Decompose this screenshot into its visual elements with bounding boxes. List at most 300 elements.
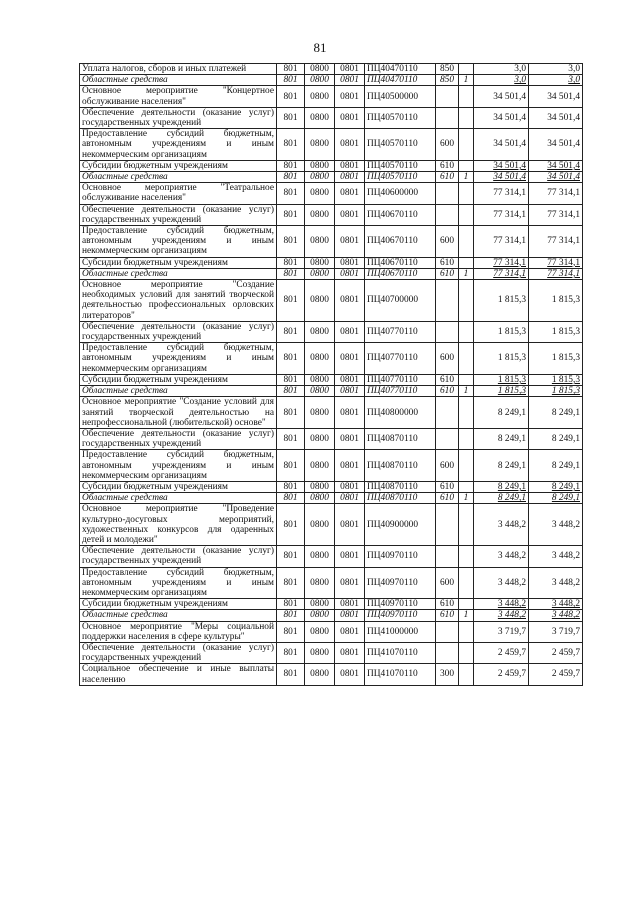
table-row (80, 86, 583, 107)
row-value-2: 1 815,3 (529, 280, 583, 322)
row-pr: 0801 (335, 481, 365, 492)
row-name: Обеспечение деятельности (оказание услуг) государственных учреждений (80, 107, 277, 128)
row-name: Основное мероприятие "Меры социальной поддержки населения в сфере культуры" (80, 621, 277, 642)
row-value-1: 2 459,7 (474, 664, 529, 685)
row-name: Основное мероприятие "Создание необходимых условий для занятий творческой деятельностью профессиональных орловских литераторов" (80, 280, 277, 322)
row-csr: ПЦ40570110 (365, 107, 436, 128)
table-row (80, 226, 583, 258)
row-value-1: 8 249,1 (474, 481, 529, 492)
row-pr: 0801 (335, 610, 365, 621)
row-rz: 0800 (305, 343, 335, 375)
row-src (459, 374, 474, 385)
row-name: Субсидии бюджетным учреждениям (80, 599, 277, 610)
row-rz: 0800 (305, 226, 335, 258)
row-csr: ПЦ40470110 (365, 64, 436, 75)
table-row (80, 257, 583, 268)
row-pr: 0801 (335, 321, 365, 342)
row-name: Предоставление субсидий бюджетным, автономным учреждениям и иным некоммерческим организациям (80, 343, 277, 375)
row-grbs: 801 (277, 374, 305, 385)
row-name: Обеспечение деятельности (оказание услуг) государственных учреждений (80, 321, 277, 342)
row-value-1: 8 249,1 (474, 493, 529, 504)
row-rz: 0800 (305, 183, 335, 204)
row-value-1: 1 815,3 (474, 386, 529, 397)
row-rz: 0800 (305, 107, 335, 128)
row-csr: ПЦ40770110 (365, 386, 436, 397)
row-vr (436, 621, 459, 642)
row-csr: ПЦ40970110 (365, 610, 436, 621)
table-row (80, 493, 583, 504)
row-csr: ПЦ40500000 (365, 86, 436, 107)
row-vr: 850 (436, 64, 459, 75)
row-pr: 0801 (335, 428, 365, 449)
row-name: Социальное обеспечение и иные выплаты населению (80, 664, 277, 685)
row-rz: 0800 (305, 374, 335, 385)
table-row (80, 397, 583, 429)
row-grbs: 801 (277, 504, 305, 546)
row-csr: ПЦ40670110 (365, 268, 436, 279)
row-value-2: 34 501,4 (529, 172, 583, 183)
row-value-2: 3 448,2 (529, 567, 583, 599)
row-rz: 0800 (305, 567, 335, 599)
row-grbs: 801 (277, 386, 305, 397)
row-rz: 0800 (305, 64, 335, 75)
row-src: 1 (459, 268, 474, 279)
row-pr: 0801 (335, 493, 365, 504)
row-value-1: 8 249,1 (474, 428, 529, 449)
row-value-1: 34 501,4 (474, 160, 529, 171)
row-grbs: 801 (277, 599, 305, 610)
row-csr: ПЦ40870110 (365, 481, 436, 492)
table-row (80, 268, 583, 279)
table-row (80, 621, 583, 642)
table-row (80, 129, 583, 161)
row-rz: 0800 (305, 321, 335, 342)
row-value-1: 77 314,1 (474, 257, 529, 268)
row-value-2: 3,0 (529, 64, 583, 75)
row-grbs: 801 (277, 450, 305, 482)
row-csr: ПЦ40870110 (365, 428, 436, 449)
row-vr (436, 321, 459, 342)
row-value-1: 1 815,3 (474, 321, 529, 342)
table-row (80, 374, 583, 385)
row-src (459, 204, 474, 225)
row-rz: 0800 (305, 504, 335, 546)
row-csr: ПЦ40570110 (365, 160, 436, 171)
row-src (459, 226, 474, 258)
row-csr: ПЦ40670110 (365, 226, 436, 258)
row-rz: 0800 (305, 160, 335, 171)
row-vr (436, 504, 459, 546)
row-value-2: 77 314,1 (529, 257, 583, 268)
row-vr: 610 (436, 599, 459, 610)
row-csr: ПЦ40970110 (365, 546, 436, 567)
row-vr: 610 (436, 257, 459, 268)
row-name: Областные средства (80, 493, 277, 504)
row-grbs: 801 (277, 64, 305, 75)
row-src (459, 546, 474, 567)
row-value-2: 3 448,2 (529, 546, 583, 567)
table-row (80, 481, 583, 492)
table-row (80, 343, 583, 375)
row-csr: ПЦ40670110 (365, 257, 436, 268)
row-name: Основное мероприятие "Проведение культурно-досуговых мероприятий, художественных конкурсов для одаренных детей и молодежи" (80, 504, 277, 546)
row-csr: ПЦ40770110 (365, 343, 436, 375)
row-rz: 0800 (305, 86, 335, 107)
row-grbs: 801 (277, 172, 305, 183)
row-src (459, 450, 474, 482)
row-name: Областные средства (80, 172, 277, 183)
row-value-1: 3 448,2 (474, 546, 529, 567)
row-csr: ПЦ41000000 (365, 621, 436, 642)
row-name: Обеспечение деятельности (оказание услуг) государственных учреждений (80, 546, 277, 567)
row-csr: ПЦ40900000 (365, 504, 436, 546)
row-pr: 0801 (335, 64, 365, 75)
row-name: Предоставление субсидий бюджетным, автономным учреждениям и иным некоммерческим организациям (80, 226, 277, 258)
row-name: Обеспечение деятельности (оказание услуг) государственных учреждений (80, 642, 277, 663)
table-row (80, 321, 583, 342)
row-grbs: 801 (277, 107, 305, 128)
row-vr: 610 (436, 493, 459, 504)
row-name: Областные средства (80, 268, 277, 279)
row-value-2: 1 815,3 (529, 343, 583, 375)
row-rz: 0800 (305, 172, 335, 183)
row-src (459, 621, 474, 642)
row-src (459, 504, 474, 546)
row-vr: 610 (436, 481, 459, 492)
row-rz: 0800 (305, 268, 335, 279)
table-row (80, 183, 583, 204)
row-vr: 600 (436, 129, 459, 161)
row-rz: 0800 (305, 204, 335, 225)
row-grbs: 801 (277, 86, 305, 107)
row-grbs: 801 (277, 397, 305, 429)
row-csr: ПЦ40770110 (365, 321, 436, 342)
row-value-1: 77 314,1 (474, 268, 529, 279)
row-name: Субсидии бюджетным учреждениям (80, 481, 277, 492)
row-vr (436, 642, 459, 663)
table-row (80, 386, 583, 397)
row-name: Субсидии бюджетным учреждениям (80, 160, 277, 171)
row-rz: 0800 (305, 599, 335, 610)
row-csr: ПЦ40970110 (365, 567, 436, 599)
row-src (459, 428, 474, 449)
table-body (80, 64, 583, 686)
row-pr: 0801 (335, 86, 365, 107)
row-rz: 0800 (305, 386, 335, 397)
row-vr: 850 (436, 75, 459, 86)
row-vr: 610 (436, 374, 459, 385)
row-value-2: 34 501,4 (529, 160, 583, 171)
row-grbs: 801 (277, 481, 305, 492)
row-grbs: 801 (277, 280, 305, 322)
row-name: Предоставление субсидий бюджетным, автономным учреждениям и иным некоммерческим организациям (80, 450, 277, 482)
table-row (80, 504, 583, 546)
row-rz: 0800 (305, 397, 335, 429)
row-vr: 300 (436, 664, 459, 685)
row-src (459, 567, 474, 599)
row-src: 1 (459, 75, 474, 86)
row-value-2: 8 249,1 (529, 481, 583, 492)
row-csr: ПЦ40800000 (365, 397, 436, 429)
row-value-2: 2 459,7 (529, 664, 583, 685)
row-csr: ПЦ40770110 (365, 374, 436, 385)
row-value-2: 8 249,1 (529, 428, 583, 449)
table-row (80, 204, 583, 225)
row-csr: ПЦ40870110 (365, 450, 436, 482)
row-rz: 0800 (305, 428, 335, 449)
row-rz: 0800 (305, 129, 335, 161)
row-name: Обеспечение деятельности (оказание услуг) государственных учреждений (80, 204, 277, 225)
table-row (80, 64, 583, 75)
row-name: Основное мероприятие "Театральное обслуживание населения" (80, 183, 277, 204)
row-vr: 610 (436, 610, 459, 621)
row-value-1: 1 815,3 (474, 374, 529, 385)
row-value-2: 1 815,3 (529, 321, 583, 342)
row-value-2: 34 501,4 (529, 129, 583, 161)
row-rz: 0800 (305, 257, 335, 268)
row-value-1: 77 314,1 (474, 183, 529, 204)
row-csr: ПЦ40570110 (365, 172, 436, 183)
row-value-1: 3,0 (474, 75, 529, 86)
row-src (459, 481, 474, 492)
row-value-2: 77 314,1 (529, 204, 583, 225)
row-value-2: 3 448,2 (529, 599, 583, 610)
row-pr: 0801 (335, 172, 365, 183)
row-value-2: 3 448,2 (529, 504, 583, 546)
row-vr: 610 (436, 172, 459, 183)
row-pr: 0801 (335, 504, 365, 546)
row-grbs: 801 (277, 321, 305, 342)
row-vr (436, 107, 459, 128)
row-rz: 0800 (305, 664, 335, 685)
row-pr: 0801 (335, 397, 365, 429)
row-pr: 0801 (335, 268, 365, 279)
row-vr: 610 (436, 268, 459, 279)
row-pr: 0801 (335, 343, 365, 375)
row-vr (436, 183, 459, 204)
row-value-1: 8 249,1 (474, 450, 529, 482)
row-src (459, 86, 474, 107)
row-src (459, 664, 474, 685)
row-vr: 610 (436, 160, 459, 171)
row-csr: ПЦ40470110 (365, 75, 436, 86)
row-name: Обеспечение деятельности (оказание услуг) государственных учреждений (80, 428, 277, 449)
row-csr: ПЦ40700000 (365, 280, 436, 322)
row-value-1: 3 448,2 (474, 504, 529, 546)
row-name: Основное мероприятие "Создание условий для занятий творческой деятельностью на непрофессиональной (любительской) основе" (80, 397, 277, 429)
row-pr: 0801 (335, 599, 365, 610)
row-src: 1 (459, 610, 474, 621)
row-grbs: 801 (277, 642, 305, 663)
row-rz: 0800 (305, 280, 335, 322)
row-grbs: 801 (277, 621, 305, 642)
row-name: Субсидии бюджетным учреждениям (80, 374, 277, 385)
row-name: Субсидии бюджетным учреждениям (80, 257, 277, 268)
table-row (80, 75, 583, 86)
row-rz: 0800 (305, 642, 335, 663)
row-pr: 0801 (335, 257, 365, 268)
row-value-1: 3 448,2 (474, 599, 529, 610)
row-vr (436, 86, 459, 107)
row-value-2: 34 501,4 (529, 107, 583, 128)
row-pr: 0801 (335, 75, 365, 86)
row-src: 1 (459, 172, 474, 183)
row-name: Областные средства (80, 610, 277, 621)
row-grbs: 801 (277, 546, 305, 567)
row-csr: ПЦ40870110 (365, 493, 436, 504)
row-csr: ПЦ41070110 (365, 642, 436, 663)
table-row (80, 107, 583, 128)
row-value-1: 34 501,4 (474, 86, 529, 107)
row-csr: ПЦ40600000 (365, 183, 436, 204)
row-src (459, 107, 474, 128)
row-value-2: 1 815,3 (529, 386, 583, 397)
row-value-2: 3 448,2 (529, 610, 583, 621)
row-value-2: 8 249,1 (529, 397, 583, 429)
table-row (80, 664, 583, 685)
row-name: Предоставление субсидий бюджетным, автономным учреждениям и иным некоммерческим организациям (80, 567, 277, 599)
row-name: Основное мероприятие "Концертное обслуживание населения" (80, 86, 277, 107)
row-vr (436, 397, 459, 429)
row-value-1: 34 501,4 (474, 172, 529, 183)
row-pr: 0801 (335, 621, 365, 642)
row-name: Областные средства (80, 386, 277, 397)
row-value-1: 3 448,2 (474, 610, 529, 621)
page-number: 81 (313, 40, 327, 55)
row-grbs: 801 (277, 567, 305, 599)
row-grbs: 801 (277, 428, 305, 449)
row-rz: 0800 (305, 450, 335, 482)
table-row (80, 567, 583, 599)
row-pr: 0801 (335, 204, 365, 225)
row-rz: 0800 (305, 610, 335, 621)
row-grbs: 801 (277, 257, 305, 268)
row-vr: 600 (436, 226, 459, 258)
row-pr: 0801 (335, 386, 365, 397)
row-pr: 0801 (335, 664, 365, 685)
row-grbs: 801 (277, 204, 305, 225)
row-rz: 0800 (305, 621, 335, 642)
row-value-2: 77 314,1 (529, 226, 583, 258)
table-row (80, 642, 583, 663)
table-row (80, 160, 583, 171)
row-value-1: 34 501,4 (474, 129, 529, 161)
row-pr: 0801 (335, 374, 365, 385)
row-value-2: 77 314,1 (529, 268, 583, 279)
row-vr: 600 (436, 343, 459, 375)
row-vr: 610 (436, 386, 459, 397)
row-grbs: 801 (277, 75, 305, 86)
row-value-1: 8 249,1 (474, 397, 529, 429)
table-row (80, 428, 583, 449)
table-row (80, 599, 583, 610)
row-vr: 600 (436, 567, 459, 599)
row-csr: ПЦ40970110 (365, 599, 436, 610)
row-value-1: 3,0 (474, 64, 529, 75)
row-pr: 0801 (335, 183, 365, 204)
row-vr (436, 204, 459, 225)
row-name: Уплата налогов, сборов и иных платежей (80, 64, 277, 75)
row-vr (436, 280, 459, 322)
row-value-1: 3 719,7 (474, 621, 529, 642)
row-value-2: 1 815,3 (529, 374, 583, 385)
row-value-1: 2 459,7 (474, 642, 529, 663)
row-value-2: 3,0 (529, 75, 583, 86)
table-row (80, 610, 583, 621)
row-grbs: 801 (277, 183, 305, 204)
row-name: Областные средства (80, 75, 277, 86)
row-value-1: 77 314,1 (474, 226, 529, 258)
row-src (459, 183, 474, 204)
table-row (80, 450, 583, 482)
row-grbs: 801 (277, 343, 305, 375)
table-row (80, 280, 583, 322)
row-src (459, 257, 474, 268)
row-value-1: 34 501,4 (474, 107, 529, 128)
row-src: 1 (459, 386, 474, 397)
row-grbs: 801 (277, 226, 305, 258)
table-row (80, 546, 583, 567)
row-src (459, 397, 474, 429)
row-pr: 0801 (335, 546, 365, 567)
row-pr: 0801 (335, 160, 365, 171)
table-row (80, 172, 583, 183)
budget-table (79, 63, 583, 686)
row-name: Предоставление субсидий бюджетным, автономным учреждениям и иным некоммерческим организациям (80, 129, 277, 161)
row-value-2: 77 314,1 (529, 183, 583, 204)
row-pr: 0801 (335, 226, 365, 258)
row-pr: 0801 (335, 450, 365, 482)
row-grbs: 801 (277, 664, 305, 685)
row-src (459, 321, 474, 342)
row-csr: ПЦ40570110 (365, 129, 436, 161)
row-vr: 600 (436, 450, 459, 482)
row-src (459, 280, 474, 322)
row-csr: ПЦ41070110 (365, 664, 436, 685)
row-grbs: 801 (277, 129, 305, 161)
row-src (459, 343, 474, 375)
row-pr: 0801 (335, 567, 365, 599)
row-pr: 0801 (335, 107, 365, 128)
row-src (459, 64, 474, 75)
row-vr (436, 428, 459, 449)
row-rz: 0800 (305, 481, 335, 492)
row-value-2: 8 249,1 (529, 450, 583, 482)
row-grbs: 801 (277, 160, 305, 171)
row-pr: 0801 (335, 129, 365, 161)
row-rz: 0800 (305, 546, 335, 567)
row-value-2: 34 501,4 (529, 86, 583, 107)
row-value-1: 1 815,3 (474, 280, 529, 322)
row-value-2: 8 249,1 (529, 493, 583, 504)
row-src (459, 599, 474, 610)
row-src (459, 129, 474, 161)
row-grbs: 801 (277, 268, 305, 279)
row-pr: 0801 (335, 642, 365, 663)
row-vr (436, 546, 459, 567)
row-grbs: 801 (277, 610, 305, 621)
row-pr: 0801 (335, 280, 365, 322)
row-value-2: 3 719,7 (529, 621, 583, 642)
row-src (459, 160, 474, 171)
row-value-1: 3 448,2 (474, 567, 529, 599)
row-value-2: 2 459,7 (529, 642, 583, 663)
row-src: 1 (459, 493, 474, 504)
row-rz: 0800 (305, 493, 335, 504)
row-value-1: 1 815,3 (474, 343, 529, 375)
row-value-1: 77 314,1 (474, 204, 529, 225)
row-src (459, 642, 474, 663)
